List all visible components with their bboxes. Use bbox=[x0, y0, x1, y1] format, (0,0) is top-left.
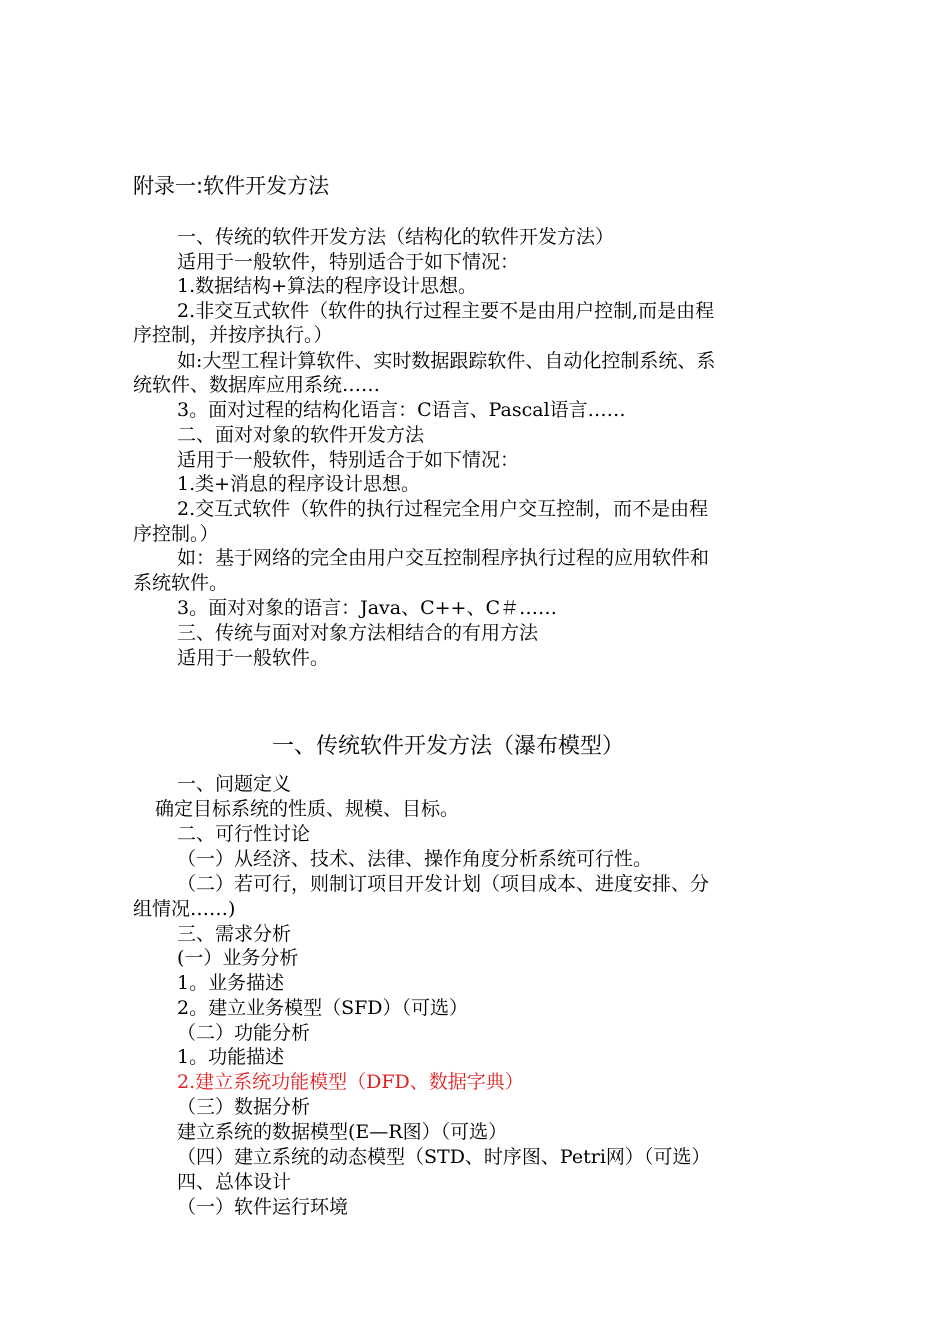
section2-item1: 1.类+消息的程序设计思想。 bbox=[177, 473, 421, 495]
appendix-title: 附录一:软件开发方法 bbox=[133, 174, 330, 198]
phase3-sub3: （三）数据分析 bbox=[177, 1096, 311, 1118]
section3-intro: 适用于一般软件。 bbox=[177, 647, 330, 669]
section1-item2-line2: 序控制，并按序执行。） bbox=[133, 324, 333, 346]
section1-example-line2: 统软件、数据库应用系统…… bbox=[133, 374, 381, 396]
section2-example-line2: 系统软件。 bbox=[133, 572, 229, 594]
phase2-heading: 二、可行性讨论 bbox=[177, 823, 311, 845]
phase2-item2-line1: （二）若可行，则制订项目开发计划（项目成本、进度安排、分 bbox=[177, 873, 710, 895]
section1-item2-line1: 2.非交互式软件（软件的执行过程主要不是由用户控制,而是由程 bbox=[177, 300, 715, 322]
phase2-item2-line2: 组情况……) bbox=[133, 898, 236, 920]
phase3-sub3-item1: 建立系统的数据模型(E—R图）（可选） bbox=[177, 1121, 508, 1143]
phase1-text: 确定目标系统的性质、规模、目标。 bbox=[155, 798, 460, 820]
section2-heading: 二、面对对象的软件开发方法 bbox=[177, 424, 425, 446]
phase3-sub1-item2: 2。建立业务模型（SFD）（可选） bbox=[177, 997, 469, 1019]
phase4-sub1: （一）软件运行环境 bbox=[177, 1196, 349, 1218]
section3-heading: 三、传统与面对对象方法相结合的有用方法 bbox=[177, 622, 539, 644]
section2-example-line1: 如：基于网络的完全由用户交互控制程序执行过程的应用软件和 bbox=[177, 547, 710, 569]
section1-example-line1: 如:大型工程计算软件、实时数据跟踪软件、自动化控制系统、系 bbox=[177, 350, 716, 372]
phase1-heading: 一、问题定义 bbox=[177, 773, 292, 795]
section2-item2-line1: 2.交互式软件（软件的执行过程完全用户交互控制，而不是由程 bbox=[177, 498, 709, 520]
phase3-sub2-item1: 1。功能描述 bbox=[177, 1046, 285, 1068]
phase3-sub1-item1: 1。业务描述 bbox=[177, 972, 285, 994]
section2-item3: 3。面对对象的语言：Java、C++、C＃…… bbox=[177, 597, 558, 619]
phase3-sub2: （二）功能分析 bbox=[177, 1022, 311, 1044]
section2-item2-line2: 序控制。） bbox=[133, 523, 219, 545]
phase2-item1: （一）从经济、技术、法律、操作角度分析系统可行性。 bbox=[177, 848, 653, 870]
section2-intro: 适用于一般软件，特别适合于如下情况： bbox=[177, 449, 520, 471]
phase3-sub1: (一）业务分析 bbox=[177, 947, 299, 969]
section1-item1: 1.数据结构+算法的程序设计思想。 bbox=[177, 275, 478, 297]
phase4-heading: 四、总体设计 bbox=[177, 1171, 292, 1193]
section1-item3: 3。面对过程的结构化语言：C语言、Pascal语言…… bbox=[177, 399, 626, 421]
phase3-sub2-item2-highlighted: 2.建立系统功能模型（DFD、数据字典） bbox=[177, 1071, 524, 1093]
section1-heading: 一、传统的软件开发方法（结构化的软件开发方法） bbox=[177, 226, 615, 248]
phase3-sub4: （四）建立系统的动态模型（STD、时序图、Petri网）（可选） bbox=[177, 1146, 711, 1168]
section1-intro: 适用于一般软件，特别适合于如下情况： bbox=[177, 251, 520, 273]
phase3-heading: 三、需求分析 bbox=[177, 923, 292, 945]
waterfall-title: 一、传统软件开发方法（瀑布模型） bbox=[272, 734, 625, 759]
